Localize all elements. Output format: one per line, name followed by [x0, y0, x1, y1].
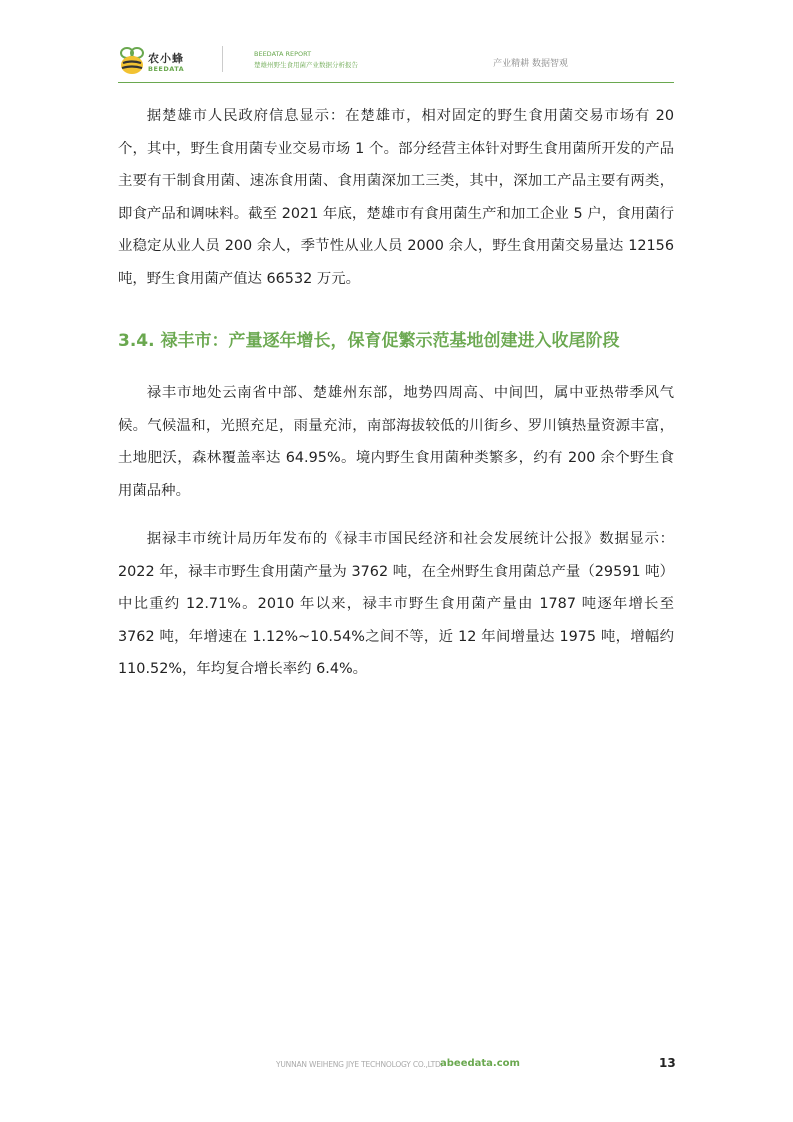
paragraph-chuxiong-market: 据楚雄市人民政府信息显示：在楚雄市，相对固定的野生食用菌交易市场有 20 个，其中，野生食用菌专业交易市场 1 个。部分经营主体针对野生食用菌所开发的产品主要有干制食用菌、速冻食用菌、食用菌深加工三类，其中，深加工产品主要有两类，即食产品和调味料。截至 2021 年底，楚雄市有食用菌生产和加工企业 5 户，食用菌行业稳定从业人员 200 余人，季节性从业人员 2000 余人，野生食用菌交易量达 12156 吨，野生食用菌产值达 66532 万元。: [118, 108, 674, 287]
report-title-en: BEEDATA REPORT: [254, 50, 312, 58]
page-content: [118, 100, 674, 686]
footer-company: YUNNAN WEIHENG JIYE TECHNOLOGY CO.,LTD.: [276, 1060, 443, 1069]
bee-logo-icon: [118, 46, 146, 76]
paragraph-lufeng-statistics: 据禄丰市统计局历年发布的《禄丰市国民经济和社会发展统计公报》数据显示：2022 年，禄丰市野生食用菌产量为 3762 吨，在全州野生食用菌总产量（29591 吨）中比重约 12.71%。2010 年以来，禄丰市野生食用菌产量由 1787 吨逐年增长至 3762 吨，年增速在 1.12%~10.54%之间不等，近 12 年间增量达 1975 吨，增幅约 110.52%，年均复合增长率约 6.4%。: [118, 531, 674, 677]
paragraph-lufeng-overview: 禄丰市地处云南省中部、楚雄州东部，地势四周高、中间凹，属中亚热带季风气候。气候温和，光照充足，雨量充沛，南部海拔较低的川街乡、罗川镇热量资源丰富，土地肥沃，森林覆盖率达 64.95%。境内野生食用菌种类繁多，约有 200 余个野生食用菌品种。: [118, 385, 674, 499]
header-slogan: 产业精耕 数据智观: [493, 59, 568, 69]
page-header: [118, 44, 674, 84]
footer-site-link[interactable]: abeedata.com: [440, 1058, 520, 1069]
header-rule: [118, 82, 674, 83]
page-number: 13: [659, 1056, 676, 1070]
logo: [118, 46, 228, 80]
logo-text-cn: 农小蜂: [148, 52, 184, 65]
logo-text-en: BEEDATA: [148, 65, 185, 73]
header-divider: [222, 46, 223, 72]
report-title-cn: 楚雄州野生食用菌产业数据分析报告: [254, 61, 358, 69]
section-title: 3.4. 禄丰市：产量逐年增长，保育促繁示范基地创建进入收尾阶段: [118, 331, 620, 351]
